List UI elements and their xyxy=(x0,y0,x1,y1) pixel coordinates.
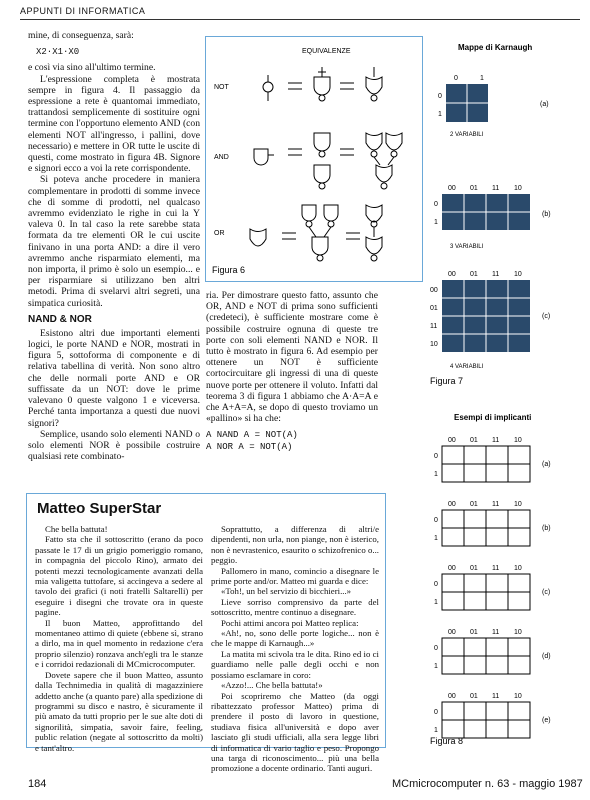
paragraph: Lieve sorriso comprensivo da parte del sottoscritto, mentre continuo a disegnare. xyxy=(211,596,379,618)
row-header: 0 xyxy=(434,645,438,652)
map-cell xyxy=(508,446,530,464)
map-cell xyxy=(442,702,464,720)
sidebar-title: Matteo SuperStar xyxy=(37,500,162,517)
map-tag: (c) xyxy=(542,589,551,596)
paragraph: Esistono altri due importanti elementi logici, le porte NAND e NOR, mostrati in figura 5, sottoforma di componente e di relativa tabellina di verità. Non sono altro che delle normali porte AND e OR suffissate da un NOT: dove le prime valevano 0 queste valgono 1 e viceversa. Perché tanta importanza a questi due nuovi signori? xyxy=(28,327,200,429)
map-cell xyxy=(464,464,486,482)
map-cell xyxy=(486,638,508,656)
map-cell xyxy=(508,510,530,528)
map-cell xyxy=(486,464,508,482)
paragraph: Il buon Matteo, approfittando del momentaneo attimo di quiete (ebbene sì, strano a dirlo, ma in quel momento in redazione c'era proprio silenzio) ronzava anch'egli tra le stanze e i corridoi redazionali di MCmicrocomputer. xyxy=(35,617,203,670)
row-header: 0 xyxy=(434,709,438,716)
magazine-issue: MCmicrocomputer n. 63 - maggio 1987 xyxy=(392,778,583,790)
map-tag: (a) xyxy=(542,461,551,468)
paragraph: Dovete sapere che il buon Matteo, assunto dalla Technimedia in qualità di magazziniere addetto anche (a quanto pare) alla spedizione di programmi su disco e nastro, è sicuramente il più amato da tutti proprio per le sue alte doti di signorilità, simpatia, savoir faire, feeling, public relation (negate al sottoscritto da molti) e tant'altro. xyxy=(35,669,203,753)
article-column-1 xyxy=(28,30,200,462)
map-cell xyxy=(486,702,508,720)
row-header: 1 xyxy=(434,663,438,670)
row-header: 0 xyxy=(434,517,438,524)
map-cell xyxy=(508,528,530,546)
col-header: 10 xyxy=(514,271,522,278)
map-cell xyxy=(464,446,486,464)
sidebar-box xyxy=(26,493,386,774)
col-header: 00 xyxy=(448,501,456,508)
sidebar-column-2 xyxy=(211,524,379,774)
col-header: 1 xyxy=(480,75,484,82)
paragraph: e così via sino all'ultimo termine. xyxy=(28,62,156,74)
row-header: 1 xyxy=(434,535,438,542)
col-header: 0 xyxy=(454,75,458,82)
col-header: 11 xyxy=(492,437,500,444)
row-header: 1 xyxy=(434,219,438,226)
map-cell xyxy=(508,720,530,738)
map-tag: (a) xyxy=(540,101,549,108)
map-cell xyxy=(508,702,530,720)
paragraph: «Azzo!... Che bella battuta!» xyxy=(221,680,323,691)
map-cell xyxy=(508,464,530,482)
map-cell xyxy=(464,510,486,528)
map-cell xyxy=(486,528,508,546)
map-cell xyxy=(508,592,530,610)
map-cell xyxy=(464,528,486,546)
col-header: 01 xyxy=(470,501,478,508)
row-label-or: OR xyxy=(214,230,225,237)
map-cell xyxy=(486,574,508,592)
row-header: 1 xyxy=(434,471,438,478)
row-header: 0 xyxy=(438,93,442,100)
map-tag: (d) xyxy=(542,653,551,660)
row-header: 0 xyxy=(434,453,438,460)
col-header: 10 xyxy=(514,565,522,572)
col-header: 10 xyxy=(514,185,522,192)
col-header: 11 xyxy=(492,501,500,508)
paragraph: «Toh!, un bel servizio di bicchieri...» xyxy=(221,586,352,597)
figure-6 xyxy=(205,36,423,282)
map-label: 4 VARIABILI xyxy=(450,364,484,370)
figure-6-title: EQUIVALENZE xyxy=(302,48,351,55)
map-cell xyxy=(442,464,464,482)
col-header: 01 xyxy=(470,693,478,700)
map-cell xyxy=(442,638,464,656)
col-header: 00 xyxy=(448,629,456,636)
map-cell xyxy=(464,720,486,738)
col-header: 01 xyxy=(470,629,478,636)
map-cell xyxy=(442,528,464,546)
map-tag: (e) xyxy=(542,717,551,724)
paragraph: Poi scopriremo che Matteo (da oggi ribattezzato professor Matteo) prima di prendere il posto di lavoro in questione, studiava fisica all'università e dopo aver lasciato gli studi ufficiali, alla sera legge libri di informatica di vario taglio e peso. Propongo una targa di riconoscimento... più una bella promozione a docente ordinario. Tanti auguri. xyxy=(211,690,379,774)
col-header: 11 xyxy=(492,565,500,572)
figure-8-title: Esempi di implicanti xyxy=(454,413,532,422)
karnaugh-maps xyxy=(428,40,578,748)
col-header: 10 xyxy=(514,437,522,444)
map-label: 2 VARIABILI xyxy=(450,132,484,138)
col-header: 00 xyxy=(448,693,456,700)
col-header: 01 xyxy=(470,565,478,572)
paragraph: ria. Per dimostrare questo fatto, assunto che OR, AND e NOT di prima sono sufficienti (credeteci), è sufficiente mostrare come è possibile costruire ognuna di queste tre porte con soli elementi NAND e NOR. Il tutto è mostrato in figura 6. Ad esempio per ottenere un NOT è sufficiente cortocircuitare gli ingressi di una di queste nuove porte per ottenere il voluto. Infatti dal teorema 3 di figura 1 abbiamo che A·A=A e che A+A=A, se dopo di questo troviamo un «pallino» si ha che: xyxy=(206,290,378,425)
paragraph: Semplice, usando solo elementi NAND o solo elementi NOR è possibile costruire qualsiasi rete combinato- xyxy=(28,428,200,463)
figure-6-caption: Figura 6 xyxy=(212,265,246,275)
map-cell xyxy=(486,720,508,738)
col-header: 11 xyxy=(492,271,500,278)
map-cell xyxy=(442,656,464,674)
figure-7-8-panel xyxy=(428,40,578,753)
col-header: 00 xyxy=(448,565,456,572)
col-header: 01 xyxy=(470,271,478,278)
article-column-2 xyxy=(206,290,378,453)
row-header: 00 xyxy=(430,287,438,294)
map-tag: (c) xyxy=(542,313,551,320)
map-cell xyxy=(486,656,508,674)
row-header: 01 xyxy=(430,305,438,312)
map-tag: (b) xyxy=(542,525,551,532)
col-header: 01 xyxy=(470,437,478,444)
map-cell xyxy=(464,574,486,592)
col-header: 01 xyxy=(470,185,478,192)
running-header: APPUNTI DI INFORMATICA xyxy=(20,6,580,20)
map-cell xyxy=(442,446,464,464)
figure-7-caption: Figura 7 xyxy=(430,376,464,386)
figure-7-title: Mappe di Karnaugh xyxy=(458,43,533,52)
map-cell xyxy=(464,656,486,674)
map-cell xyxy=(486,592,508,610)
col-header: 00 xyxy=(448,437,456,444)
paragraph: Pallomero in mano, comincio a disegnare le prime porte and/or. Matteo mi guarda e dice: xyxy=(211,565,379,587)
gate-equivalence-diagram xyxy=(206,37,422,281)
col-header: 11 xyxy=(492,629,500,636)
map-cell xyxy=(442,592,464,610)
col-header: 11 xyxy=(492,693,500,700)
row-header: 1 xyxy=(438,111,442,118)
col-header: 11 xyxy=(492,185,500,192)
col-header: 10 xyxy=(514,629,522,636)
row-label-and: AND xyxy=(214,154,229,161)
map-cell xyxy=(508,638,530,656)
paragraph: Che bella battuta! xyxy=(45,524,108,534)
map-cell xyxy=(508,574,530,592)
paragraph: mine, di conseguenza, sarà: xyxy=(28,30,134,41)
sidebar-column-1 xyxy=(35,524,203,753)
map-cell xyxy=(486,510,508,528)
paragraph: Soprattutto, a differenza di altri/e dipendenti, non urla, non piange, non è isterico, non è nevrastenico, esaurito o schizofrenico o... peggio. xyxy=(211,524,379,566)
map-cell xyxy=(464,702,486,720)
map-cell xyxy=(508,656,530,674)
map-cell xyxy=(464,592,486,610)
paragraph: «Ah!, no, sono delle porte logiche... non è che le mappe di Karnaugh...» xyxy=(211,628,379,649)
paragraph: Fatto sta che il sottoscritto (erano da poco passate le 17 di un grigio pomeriggio romano, in compagnia del piccolo Rino), armato dei potenti mezzi tecnologicamente avanzati della mia valigetta tuttofare, si accingeva a sedere al tavolo dei grafici (i noti fratelli Saltarelli) per eseguire i disegni che trovate ora in queste pagine. xyxy=(35,534,203,618)
map-label: 3 VARIABILI xyxy=(450,244,484,250)
row-label-not: NOT xyxy=(214,84,229,91)
col-header: 00 xyxy=(448,271,456,278)
row-header: 1 xyxy=(434,599,438,606)
row-header: 0 xyxy=(434,201,438,208)
paragraph: Si poteva anche procedere in maniera complementare in prodotti di somme invece che di somme di prodotti, nel qualcaso avremmo evidenziato le righe in cui la Y valeva 0. In tal caso la rete sarebbe stata formata da tre elementi OR le cui uscite finivano in una porta AND: a dire il vero avremmo anche risparmiato elementi, ma non importa, il primo è solo un esempio... e per risparmiare si utilizzano ben altri metodi. Prima di svelarvi altri segreti, una simpatica curiosità. xyxy=(28,174,200,309)
section-heading: NAND & NOR xyxy=(28,313,92,325)
row-header: 0 xyxy=(434,581,438,588)
paragraph: L'espressione completa è mostrata sempre in figura 4. Il passaggio da espressione a rete è quantomai immediato, trattandosi semplicemente di sostituire ogni termine con l'opportuno elemento AND (con elementi NOT all'ingresso, i pallini, dove necessario) e mettere in OR tutte le uscite di questi, come mostrato in figura 4B. Signore e signori ecco a voi la rete corrispondente. xyxy=(28,73,200,175)
map-cell xyxy=(486,446,508,464)
row-header: 11 xyxy=(430,323,438,330)
page-number: 184 xyxy=(28,778,47,790)
map-cell xyxy=(442,510,464,528)
map-cell xyxy=(442,574,464,592)
col-header: 00 xyxy=(448,185,456,192)
col-header: 10 xyxy=(514,501,522,508)
row-header: 1 xyxy=(434,727,438,734)
paragraph: La matita mi scivola tra le dita. Rino ed io ci guardiamo nelle palle degli occhi e non possiamo esclamare in coro: xyxy=(211,648,379,680)
map-tag: (b) xyxy=(542,211,551,218)
row-header: 10 xyxy=(430,341,438,348)
code-line: A NAND A = NOT(A) xyxy=(206,430,298,441)
figure-8-caption: Figura 8 xyxy=(430,736,464,746)
col-header: 10 xyxy=(514,693,522,700)
map-cell xyxy=(464,638,486,656)
paragraph: Pochi attimi ancora poi Matteo replica: xyxy=(221,617,359,628)
formula: X2·X1·X0 xyxy=(36,47,80,58)
code-line: A NOR A = NOT(A) xyxy=(206,441,293,452)
